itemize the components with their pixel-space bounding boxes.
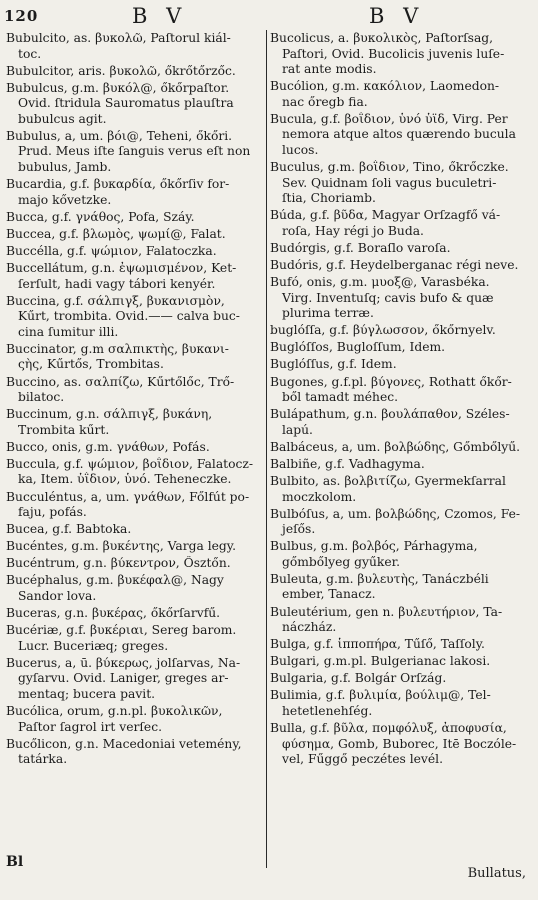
dictionary-entry bbox=[6, 375, 263, 406]
dictionary-entry bbox=[6, 440, 263, 456]
dictionary-entry bbox=[6, 539, 263, 555]
entry-continuation: ſerſult, hadi vagy tábori kenyér. bbox=[18, 276, 216, 291]
entry-continuation: ka, Item. ὑΐδιον, ὑνό. Teheneczke. bbox=[18, 472, 232, 487]
entry-continuation: majo kővetzke. bbox=[18, 192, 112, 207]
entry-headline: Bucólica, orum, g.n.pl. βυκολικῶν, bbox=[6, 704, 223, 718]
dictionary-entry bbox=[270, 357, 532, 373]
entry-headline: Bucula, g.f. βοΐδιον, ὑνό ὑϊδ, Virg. Per bbox=[270, 111, 508, 126]
entry-headline: Buleuta, g.m. βυλευτὴς, Tanáczbéli bbox=[270, 571, 489, 586]
entry-headline: Bubulus, a, um. βόι@, Teheni, őkőri. bbox=[6, 128, 233, 143]
dictionary-entry bbox=[6, 556, 263, 572]
dictionary-entry bbox=[270, 275, 532, 322]
entry-continuation: Sev. Quidnam ſoli vagus buculetri- bbox=[282, 175, 497, 190]
entry-headline: Buccea, g.f. βλωμὸς, ψωμί@, Falat. bbox=[6, 226, 226, 241]
entry-continuation: ſtia, Choriamb. bbox=[282, 191, 376, 206]
entry-continuation: bilatoc. bbox=[18, 390, 65, 405]
entry-headline: Bulbóſus, a, um. βολβώδης, Czomos, Fe- bbox=[270, 506, 521, 521]
entry-continuation: ből tamadt méhec. bbox=[282, 390, 399, 405]
dictionary-entry bbox=[6, 227, 263, 243]
entry-headline: Bucerus, a, ū. βύκερως, jolſarvas, Na- bbox=[6, 655, 241, 670]
dictionary-entry bbox=[6, 407, 263, 438]
dictionary-entry bbox=[270, 688, 532, 719]
dictionary-entry bbox=[6, 623, 263, 654]
entry-headline: Bucéphalus, g.m. βυκέφαλ@, Nagy bbox=[6, 573, 224, 588]
dictionary-entry bbox=[6, 490, 263, 521]
entry-headline: Bulbito, as. βολβιτίζω, Gyermekſarral bbox=[270, 473, 506, 488]
entry-continuation: Trombita kűrt. bbox=[18, 422, 110, 437]
entry-continuation: bubulcus agit. bbox=[18, 111, 107, 126]
entry-continuation: vel, Fűggő peczétes levél. bbox=[282, 752, 443, 767]
dictionary-entry bbox=[6, 737, 263, 768]
entry-headline: Bulimia, g.f. βυλιμία, βούλιμ@, Tel- bbox=[270, 688, 491, 703]
entry-continuation: nemora atque altos quærendo bucula bbox=[282, 127, 516, 142]
entry-headline: Bucériæ, g.f. βυκέριαι, Sereg barom. bbox=[6, 623, 237, 638]
dictionary-entry bbox=[270, 572, 532, 603]
entry-continuation: Ovid. ſtridula Sauromatus plauſtra bbox=[18, 96, 234, 111]
entry-headline: Bubulcito, as. βυκολῶ, Paſtorul kiál- bbox=[6, 31, 231, 45]
dictionary-entry bbox=[270, 539, 532, 570]
entry-continuation: cina ſumitur illi. bbox=[18, 324, 119, 339]
entry-continuation: rat ante modis. bbox=[282, 62, 377, 77]
dictionary-entry bbox=[6, 294, 263, 341]
dictionary-entry bbox=[270, 208, 532, 239]
entry-continuation: jeſős. bbox=[282, 522, 316, 537]
entry-headline: Bufó, onis, g.m. μυοξ@, Varasbéka. bbox=[270, 275, 490, 290]
entry-headline: Buccinator, g.m σαλπικτὴς, βυκανι- bbox=[6, 341, 229, 356]
dictionary-entry bbox=[270, 507, 532, 538]
dictionary-entry bbox=[6, 261, 263, 292]
dictionary-entry bbox=[270, 112, 532, 159]
entry-continuation: Paſtor ſagrol irt verſec. bbox=[18, 719, 163, 734]
entry-headline: Buccellátum, g.n. ἐψωμισμένον, Ket- bbox=[6, 261, 237, 276]
entry-headline: Balbáceus, a, um. βολβώδης, Gőmbőlyű. bbox=[270, 439, 521, 454]
entry-headline: Bucculéntus, a, um. γνάθων, Főlfút po- bbox=[6, 489, 250, 504]
entry-continuation: plurima terræ. bbox=[282, 306, 374, 321]
entry-continuation: Sandor lova. bbox=[18, 588, 97, 603]
dictionary-entry bbox=[6, 704, 263, 735]
dictionary-entry bbox=[6, 656, 263, 703]
entry-headline: Buglóſſus, g.f. Idem. bbox=[270, 357, 397, 372]
entry-headline: Balbiñe, g.f. Vadhagyma. bbox=[270, 456, 425, 471]
dictionary-entry bbox=[6, 457, 263, 488]
entry-continuation: roſa, Hay régi jo Buda. bbox=[282, 223, 424, 238]
entry-headline: Buleutérium, gen n. βυλευτήριον, Ta- bbox=[270, 604, 503, 619]
dictionary-entry bbox=[6, 342, 263, 373]
dictionary-entry bbox=[270, 654, 532, 670]
dictionary-entry bbox=[270, 457, 532, 473]
dictionary-entry bbox=[6, 31, 263, 62]
entry-headline: Bucéntrum, g.n. βύκεντρον, Ősztőn. bbox=[6, 556, 231, 571]
entry-headline: Budóris, g.f. Heydelberganac régi neve. bbox=[270, 257, 519, 272]
entry-headline: Bucólion, g.m. κακόλιον, Laomedon- bbox=[270, 79, 500, 94]
dictionary-entry bbox=[6, 244, 263, 260]
entry-headline: Bulápathum, g.n. βουλάπαθον, Széles- bbox=[270, 407, 510, 422]
dictionary-entry bbox=[270, 671, 532, 687]
entry-continuation: faju, pofás. bbox=[18, 505, 87, 520]
entry-continuation: Virg. Inventuſq; cavis bufo & quæ bbox=[282, 290, 494, 305]
dictionary-entry bbox=[6, 81, 263, 128]
entry-continuation: náczház. bbox=[282, 620, 337, 635]
entry-continuation: toc. bbox=[18, 46, 42, 61]
entry-headline: Bucéntes, g.m. βυκέντης, Varga legy. bbox=[6, 539, 237, 554]
catchword: Bullatus, bbox=[467, 866, 526, 881]
entry-headline: Bulga, g.f. ἱπποπήρα, Tűſő, Taſſoly. bbox=[270, 637, 485, 652]
right-column bbox=[270, 31, 532, 769]
entry-headline: Bubulcitor, aris. βυκολῶ, őkrőtőrzőc. bbox=[6, 63, 236, 78]
entry-headline: Bucőlicon, g.n. Macedoniai vetemény, bbox=[6, 736, 242, 751]
entry-headline: Búda, g.f. βῦδα, Magyar Orſzagfő vá- bbox=[270, 208, 501, 223]
entry-continuation: gyſarvu. Ovid. Laniger, greges ar- bbox=[18, 671, 229, 686]
entry-continuation: Kűrt, trombita. Ovid.—— calva buc- bbox=[18, 309, 240, 324]
entry-continuation: ςὴς, Kűrtős, Trombitas. bbox=[18, 357, 164, 372]
dictionary-entry bbox=[270, 241, 532, 257]
entry-continuation: hetetlenehſég. bbox=[282, 704, 373, 718]
column-divider bbox=[266, 30, 267, 868]
dictionary-entry bbox=[270, 323, 532, 339]
entry-headline: Bubulcus, g.m. βυκόλ@, őkőrpaſtor. bbox=[6, 80, 230, 95]
dictionary-entry bbox=[270, 721, 532, 768]
dictionary-entry bbox=[270, 407, 532, 438]
entry-headline: Bugones, g.f.pl. βύγονες, Rothatt őkőr- bbox=[270, 374, 512, 389]
entry-headline: buglóſſa, g.f. βύγλωσσον, őkőrnyelv. bbox=[270, 323, 496, 338]
entry-continuation: Paſtori, Ovid. Bucolicis juvenis luſe- bbox=[282, 46, 505, 61]
entry-headline: Buglóſſos, Bugloſſum, Idem. bbox=[270, 340, 446, 355]
entry-headline: Bulgari, g.m.pl. Bulgerianac lakosi. bbox=[270, 654, 491, 669]
signature-mark: Bl bbox=[6, 854, 24, 870]
dictionary-entry bbox=[270, 637, 532, 653]
entry-continuation: Lucr. Buceriæq; greges. bbox=[18, 638, 169, 653]
dictionary-entry bbox=[270, 605, 532, 636]
entry-headline: Buccino, as. σαλπίζω, Kűrtőlőc, Trő- bbox=[6, 374, 235, 389]
entry-continuation: φύσημα, Gomb, Buborec, Itē Boczóle- bbox=[282, 736, 517, 751]
entry-continuation: moczkolom. bbox=[282, 489, 357, 504]
dictionary-entry bbox=[270, 31, 532, 78]
entry-headline: Bucco, onis, g.m. γνάθων, Pofás. bbox=[6, 439, 210, 454]
entry-headline: Bulgaria, g.f. Bolgár Orſzág. bbox=[270, 671, 447, 686]
entry-headline: Bucardia, g.f. βυκαρδία, őkőrſiv for- bbox=[6, 177, 230, 192]
entry-continuation: bubulus, Jamb. bbox=[18, 160, 112, 175]
running-head-right: B V bbox=[369, 4, 425, 28]
entry-continuation: ember, Tanacz. bbox=[282, 587, 376, 602]
dictionary-entry bbox=[6, 129, 263, 176]
entry-headline: Buccinum, g.n. σάλπιγξ, βυκάνη, bbox=[6, 407, 213, 422]
page-number: 120 bbox=[4, 7, 39, 25]
dictionary-entry bbox=[270, 160, 532, 207]
page-header bbox=[0, 4, 538, 28]
dictionary-entry bbox=[6, 573, 263, 604]
dictionary-entry bbox=[270, 474, 532, 505]
entry-headline: Bucca, g.f. γνάθος, Pofa, Száy. bbox=[6, 209, 195, 224]
entry-continuation: lucos. bbox=[282, 142, 319, 157]
dictionary-entry bbox=[6, 522, 263, 538]
entry-continuation: Prud. Meus iſte ſanguis verus eſt non bbox=[18, 144, 251, 159]
dictionary-entry bbox=[6, 64, 263, 80]
dictionary-entry bbox=[270, 258, 532, 274]
running-head-left: B V bbox=[132, 4, 188, 28]
entry-continuation: tatárka. bbox=[18, 752, 68, 767]
dictionary-entry bbox=[6, 606, 263, 622]
dictionary-entry bbox=[270, 440, 532, 456]
dictionary-entry bbox=[6, 210, 263, 226]
entry-headline: Bucea, g.f. Babtoka. bbox=[6, 522, 132, 537]
dictionary-entry bbox=[270, 375, 532, 406]
entry-headline: Buccula, g.f. ψώμιον, βοΐδιον, Falatocz- bbox=[6, 456, 254, 471]
entry-headline: Buceras, g.n. βυκέρας, őkőrſarvfű. bbox=[6, 606, 221, 621]
entry-continuation: nac őregb fia. bbox=[282, 94, 368, 109]
entry-headline: Budórgis, g.f. Boraſlo varoſa. bbox=[270, 240, 451, 255]
entry-headline: Buccélla, g.f. ψώμιον, Falatoczka. bbox=[6, 243, 217, 258]
dictionary-entry bbox=[6, 177, 263, 208]
dictionary-entry bbox=[270, 79, 532, 110]
entry-continuation: lapú. bbox=[282, 422, 313, 437]
entry-headline: Bulbus, g.m. βολβός, Párhagyma, bbox=[270, 539, 478, 554]
entry-headline: Bulla, g.f. βῦλα, πομφόλυξ, ἀποφυσία, bbox=[270, 721, 507, 736]
entry-headline: Buculus, g.m. βοΐδιον, Tino, őkrőczke. bbox=[270, 160, 509, 175]
entry-continuation: gőmbőlyeg gyűker. bbox=[282, 554, 401, 569]
left-column bbox=[6, 31, 263, 769]
entry-headline: Buccina, g.f. σάλπιγξ, βυκανισμὸν, bbox=[6, 293, 225, 308]
entry-continuation: mentaq; bucera pavit. bbox=[18, 686, 156, 701]
dictionary-entry bbox=[270, 340, 532, 356]
entry-headline: Bucolicus, a. βυκολικὸς, Paſtorſsag, bbox=[270, 31, 494, 45]
